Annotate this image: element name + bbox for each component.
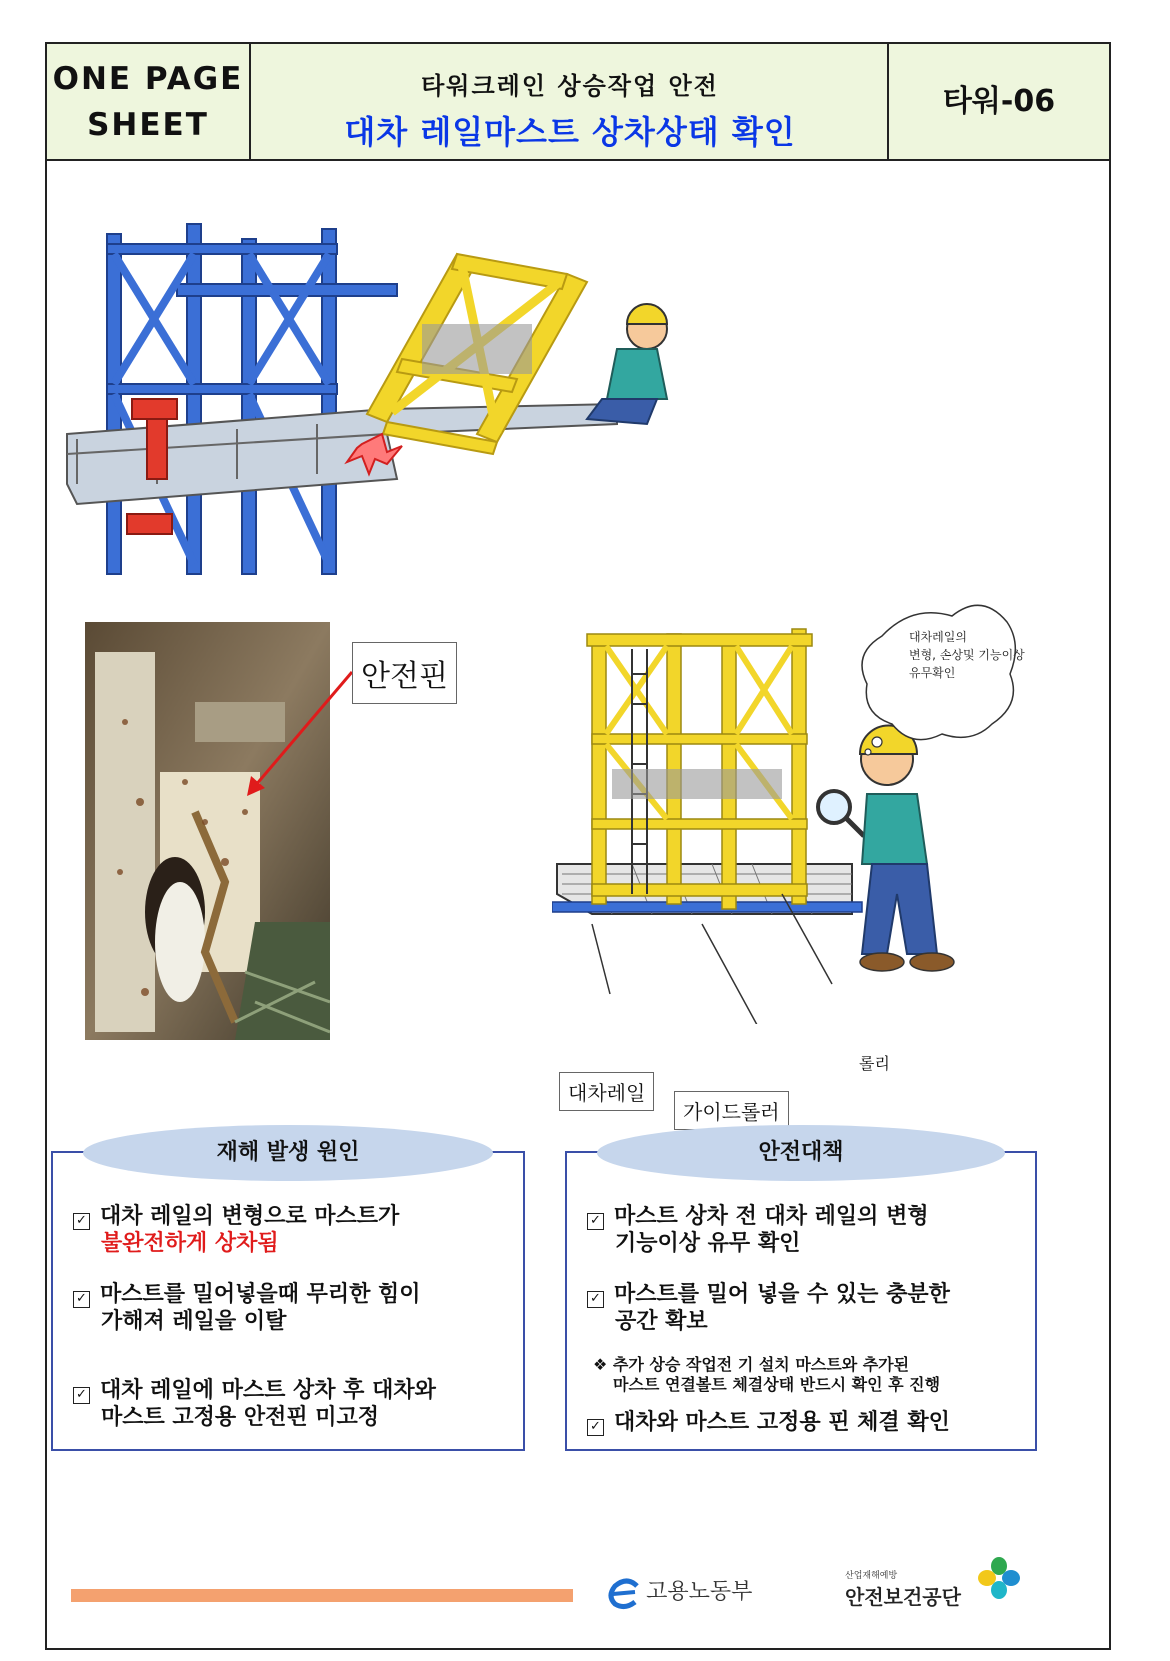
measure-item-line1: 마스트 상차 전 대차 레일의 변형 (614, 1204, 929, 1229)
cause-item-line2: 마스트 고정용 안전핀 미고정 (101, 1405, 380, 1430)
checkbox-icon: ✓ (73, 1291, 90, 1308)
ministry-logo (607, 1572, 752, 1612)
footer-bar (71, 1589, 573, 1602)
cause-item-line1: 대차 레일에 마스트 상차 후 대차와 (100, 1378, 436, 1403)
measure-item (587, 1409, 1021, 1436)
causes-title: 재해 발생 원인 (83, 1125, 493, 1181)
sheet-code: 타워-06 (942, 84, 1056, 119)
cart-rail-label: 대차레일 (559, 1072, 654, 1111)
agency-logo (845, 1568, 961, 1610)
sheet-subtitle: 타워크레인 상승작업 안전 (421, 72, 719, 100)
speech-line-3: 유무확인 (909, 666, 956, 680)
inspection-speech-bubble (909, 628, 1025, 682)
cause-item-line1: 마스트를 밀어넣을때 무리한 힘이 (100, 1282, 421, 1307)
measures-title: 안전대책 (597, 1125, 1005, 1181)
mast-derail-illustration (57, 184, 717, 604)
speech-line-2: 변형, 손상및 기능이상 (909, 648, 1025, 662)
cause-item-line2: 불완전하게 상차됨 (101, 1231, 279, 1256)
sheet-type (47, 44, 251, 159)
measure-note (593, 1355, 1025, 1395)
measure-item-line2: 공간 확보 (615, 1309, 708, 1334)
measure-note-line2: 마스트 연결볼트 체결상태 반드시 확인 후 진행 (613, 1375, 941, 1394)
cause-item-line2: 가해져 레일을 이탈 (101, 1309, 287, 1334)
checkbox-icon: ✓ (73, 1213, 90, 1230)
sheet-title: 대차 레일마스트 상차상태 확인 (344, 113, 796, 151)
cause-item (73, 1281, 509, 1335)
roller-label: 롤리 (859, 1054, 890, 1073)
causes-panel (51, 1140, 525, 1451)
measure-item (587, 1203, 1021, 1257)
checkbox-icon: ✓ (587, 1213, 604, 1230)
safety-pin-label: 안전핀 (352, 642, 457, 704)
measure-item-line1: 대차와 마스트 고정용 핀 체결 확인 (614, 1410, 950, 1435)
ministry-logo-icon (607, 1576, 641, 1610)
measure-note-line1: 추가 상승 작업전 기 설치 마스트와 추가된 (612, 1355, 910, 1374)
safety-pin-arrow (237, 664, 357, 804)
sheet-title-block (253, 44, 889, 159)
checkbox-icon: ✓ (587, 1419, 604, 1436)
cause-item (73, 1377, 509, 1431)
measures-panel (565, 1140, 1037, 1451)
measure-item (587, 1281, 1021, 1335)
guide-roller-label: 가이드롤러 (674, 1091, 789, 1130)
cause-item (73, 1203, 509, 1257)
sheet-type-line1: ONE PAGE (52, 61, 244, 97)
diamond-bullet-icon: ❖ (593, 1355, 613, 1374)
speech-line-1: 대차레일의 (909, 630, 967, 644)
one-page-sheet (45, 42, 1111, 1650)
checkbox-icon: ✓ (73, 1387, 90, 1404)
cause-item-line1: 대차 레일의 변형으로 마스트가 (100, 1204, 400, 1229)
measure-item-line1: 마스트를 밀어 넣을 수 있는 충분한 (614, 1282, 950, 1307)
sheet-type-line2: SHEET (87, 107, 209, 143)
agency-name: 안전보건공단 (845, 1585, 961, 1609)
agency-cross-icon (977, 1556, 1021, 1600)
agency-small: 산업재해예방 (845, 1571, 898, 1581)
sheet-header (47, 44, 1109, 161)
checkbox-icon: ✓ (587, 1291, 604, 1308)
measure-item-line2: 기능이상 유무 확인 (615, 1231, 801, 1256)
ministry-name: 고용노동부 (646, 1579, 753, 1605)
